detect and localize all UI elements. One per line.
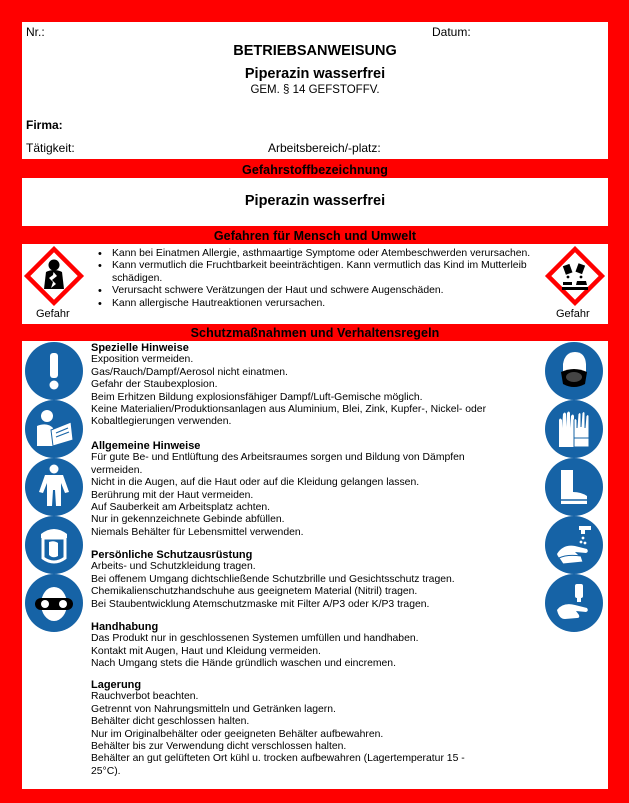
taetigkeit-label: Tätigkeit: — [26, 141, 75, 155]
nr-label: Nr.: — [26, 25, 45, 39]
hazards-panel — [22, 244, 608, 324]
section-heading: Lagerung — [91, 679, 142, 691]
section-line: Das Produkt nur in geschlossenen Systemen umfüllen und handhaben. — [91, 633, 419, 645]
section-line: Beim Erhitzen Bildung explosionsfähiger Dampf/Luft-Gemische möglich. — [91, 391, 423, 403]
section-line: Nur im Originalbehälter oder geeigneten Behälter aufbewahren. — [91, 728, 384, 740]
regulation-note: GEM. § 14 GEFSTOFFV. — [250, 84, 380, 96]
corrosion-pictogram-icon — [544, 245, 606, 307]
band-gefahren: Gefahren für Mensch und Umwelt — [213, 229, 417, 243]
document-title: BETRIEBSANWEISUNG — [233, 43, 397, 59]
hand-cream-icon — [545, 574, 603, 632]
section-line: Behälter dicht geschlossen halten. — [91, 716, 250, 728]
section-line: Kobaltlegierungen verwenden. — [91, 416, 232, 428]
band-gefahrstoffbezeichnung: Gefahrstoffbezeichnung — [242, 163, 388, 177]
section-line: Auf Sauberkeit am Arbeitsplatz achten. — [91, 502, 271, 514]
section-line: Bei offenem Umgang dichtschließende Schutzbrille und Gesichtsschutz tragen. — [91, 573, 455, 585]
general-warning-icon — [25, 342, 83, 400]
face-shield-icon — [25, 516, 83, 574]
section-heading: Persönliche Schutzausrüstung — [91, 549, 253, 561]
left-pictogram-caption: Gefahr — [36, 308, 70, 320]
hand-wash-icon — [545, 516, 603, 574]
section-line: Berührung mit der Haut vermeiden. — [91, 489, 254, 501]
section-line: Niemals Behälter für Lebensmittel verwenden. — [91, 526, 304, 538]
health-hazard-pictogram-icon — [23, 245, 85, 307]
hazard-statement: • Verursacht schwere Verätzungen der Haut und schwere Augenschäden. — [112, 285, 542, 297]
substance-name: Piperazin wasserfrei — [244, 193, 386, 209]
section-line: Behälter bis zur Verwendung dicht verschlossen halten. — [91, 741, 347, 753]
section-heading: Spezielle Hinweise — [91, 342, 189, 354]
section-line: Bei Staubentwicklung Atemschutzmaske mit Filter A/P3 oder K/P3 tragen. — [91, 598, 430, 610]
arbeitsbereich-label: Arbeitsbereich/-platz: — [268, 141, 381, 155]
section-line: vermeiden. — [91, 464, 143, 476]
hazard-statement: • Kann vermutlich die Fruchtbarkeit beeinträchtigen. Kann vermutlich das Kind im Mutterleib schädigen. — [112, 260, 542, 285]
section-line: Für gute Be- und Entlüftung des Arbeitsraumes sorgen und Bildung von Dämpfen — [91, 452, 465, 464]
read-instructions-icon — [25, 400, 83, 458]
section-line: Nach Umgang stets die Hände gründlich waschen und eincremen. — [91, 658, 396, 670]
header-panel — [22, 22, 608, 159]
right-pictogram-caption: Gefahr — [556, 308, 590, 320]
section-line: Behälter an gut gelüfteten Ort kühl u. trocken aufbewahren (Lagertemperatur 15 - — [91, 753, 465, 765]
section-allgemeine-hinweise — [91, 440, 531, 539]
section-spezielle-hinweise — [91, 342, 531, 429]
section-handhabung — [91, 621, 531, 671]
substance-panel — [22, 178, 608, 226]
section-lagerung — [91, 679, 531, 778]
section-line: Getrennt von Nahrungsmitteln und Getränken lagern. — [91, 703, 336, 715]
section-heading: Handhabung — [91, 621, 159, 633]
section-heading: Allgemeine Hinweise — [91, 440, 201, 452]
section-line: Rauchverbot beachten. — [91, 691, 199, 703]
protective-gloves-icon — [545, 400, 603, 458]
section-line: Gefahr der Staubexplosion. — [91, 379, 218, 391]
section-line: Kontakt mit Augen, Haut und Kleidung vermeiden. — [91, 645, 321, 657]
substance-title: Piperazin wasserfrei — [244, 66, 386, 82]
section-line: 25°C). — [91, 765, 121, 777]
section-line: Gas/Rauch/Dampf/Aerosol nicht einatmen. — [91, 366, 288, 378]
hazard-statements-list — [98, 248, 542, 310]
section-line: Keine Materialien/Produktionsanlagen aus Aluminium, Blei, Zink, Kupfer-, Nickel- oder — [91, 404, 487, 416]
measures-panel — [22, 341, 608, 789]
section-line: Chemikalienschutzhandschuhe aus geeignetem Material (Nitril) tragen. — [91, 586, 418, 598]
band-schutzmassnahmen: Schutzmaßnahmen und Verhaltensregeln — [190, 326, 440, 340]
section-line: Nur in gekennzeichnete Gebinde abfüllen. — [91, 514, 285, 526]
section-persoenliche-schutzausruestung — [91, 549, 531, 611]
section-line: Arbeits- und Schutzkleidung tragen. — [91, 561, 256, 573]
respirator-mask-icon — [545, 342, 603, 400]
safety-boots-icon — [545, 458, 603, 516]
hazard-statement: • Kann bei Einatmen Allergie, asthmaartige Symptome oder Atembeschwerden verursachen. — [112, 248, 542, 260]
section-line: Exposition vermeiden. — [91, 354, 194, 366]
firma-label: Firma: — [26, 118, 63, 132]
hazard-statement: • Kann allergische Hautreaktionen verursachen. — [112, 298, 542, 310]
safety-goggles-icon — [25, 574, 83, 632]
datum-label: Datum: — [432, 25, 471, 39]
protective-clothing-icon — [25, 458, 83, 516]
section-line: Nicht in die Augen, auf die Haut oder auf die Kleidung gelangen lassen. — [91, 477, 420, 489]
